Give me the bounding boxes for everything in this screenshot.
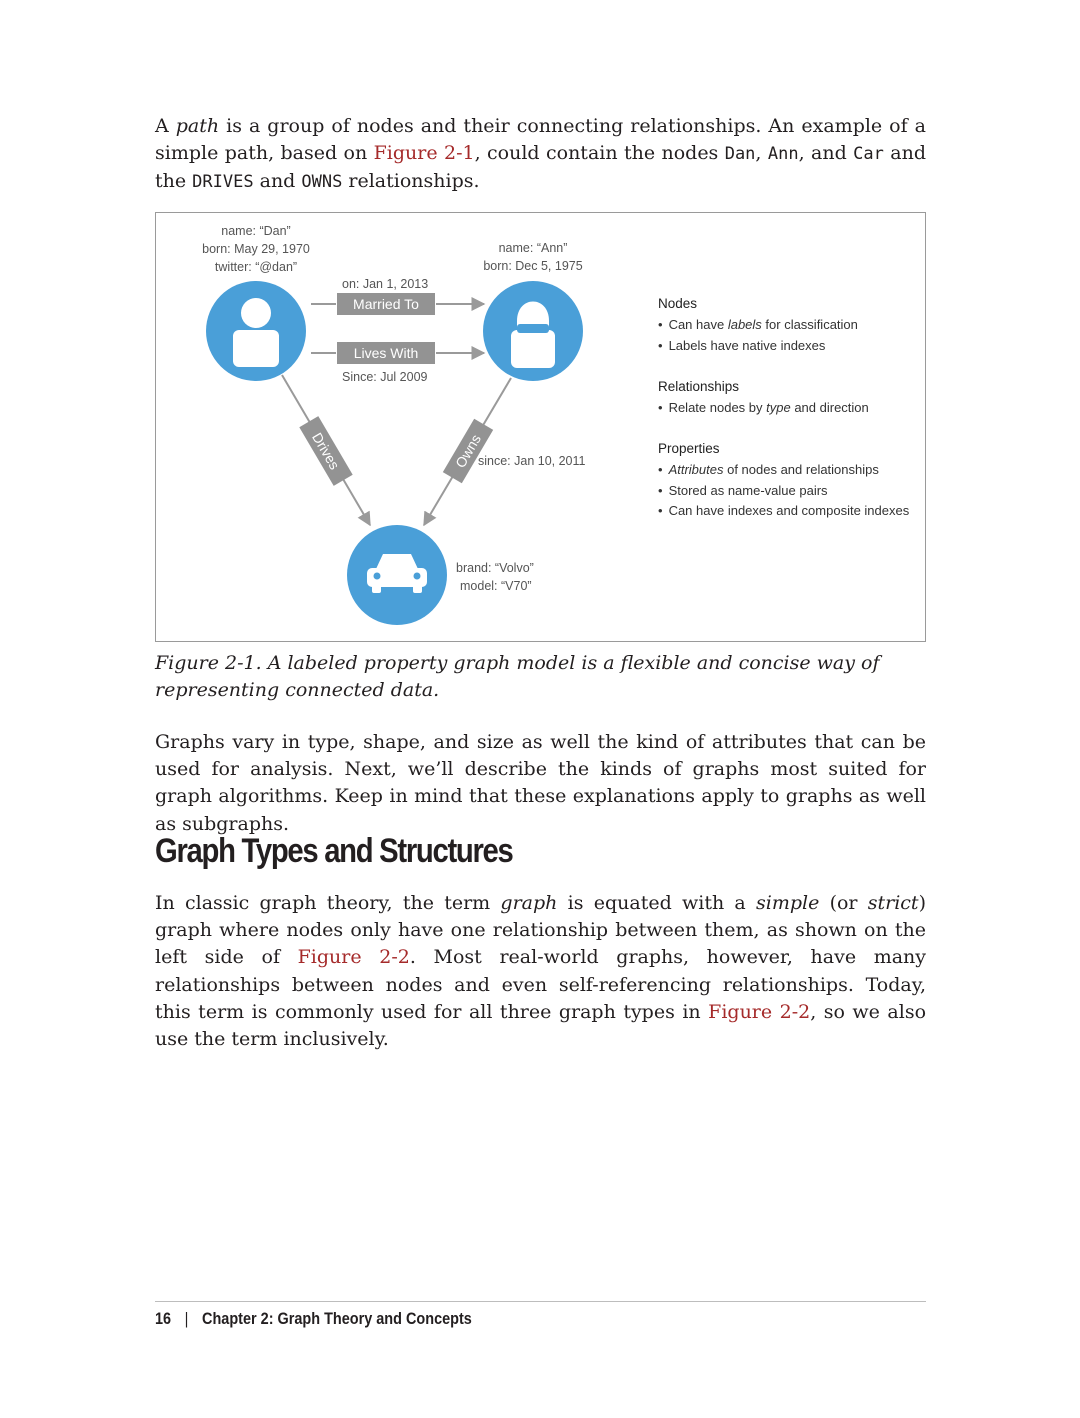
simple-term: simple [756, 892, 820, 914]
path-term: path [175, 115, 220, 137]
drives-relationship [299, 416, 352, 486]
car-brand: brand: “Volvo” [456, 561, 534, 575]
legend-nodes-item-2: • Labels have native indexes [658, 338, 826, 353]
legend-properties-item-2: • Stored as name-value pairs [658, 483, 828, 498]
section-heading: Graph Types and Structures [155, 832, 513, 870]
paragraph-graph-types-intro: Graphs vary in type, shape, and size as well the kind of attributes that can be used for analysis. Next, we’ll describe the kinds of graphs most suited for graph algorithms. Keep in mind that these explanations apply to graphs as well as subgraphs. [155, 731, 926, 835]
ann-born: born: Dec 5, 1975 [483, 259, 583, 273]
drives-label: Drives [309, 429, 343, 473]
figure-2-1-link[interactable]: Figure 2-1 [373, 142, 475, 165]
dan-twitter: twitter: “@dan” [214, 260, 298, 274]
legend-relationships-item-1: • Relate nodes by type and direction [658, 400, 869, 415]
legend-properties-title: Properties [658, 441, 720, 456]
ann-name: name: “Ann” [498, 241, 568, 255]
legend-properties-item-3: • Can have indexes and composite indexes [658, 503, 910, 518]
owns-relationship [443, 419, 493, 484]
legend [658, 296, 910, 518]
lives-with-label: Lives With [353, 345, 419, 361]
married-on: on: Jan 1, 2013 [342, 277, 429, 291]
owns-label: Owns [452, 431, 484, 471]
paragraph-classic-graph-theory: In classic graph theory, the term graph is equated with a simple (or strict) graph where nodes only have one relationship between them, as shown on the left side of Figure 2-2. Most real-world graphs, however, have many relationships between nodes and even self-referencing relationships. Today, this term is commonly used for all three graph types in Figure 2-2, so we also use the term inclusively. [155, 892, 927, 1051]
code-owns: OWNS [301, 172, 343, 193]
dan-born: born: May 29, 1970 [202, 242, 310, 256]
figure-2-2-link[interactable]: Figure 2-2 [708, 1000, 811, 1023]
footer-separator: | [184, 1309, 189, 1328]
legend-relationships-title: Relationships [658, 379, 740, 394]
legend-nodes-item-1: • Can have labels for classification [658, 317, 858, 332]
figure-caption: Figure 2-1. A labeled property graph model is a flexible and concise way of representing connected data. [155, 652, 880, 701]
code-ann: Ann [767, 144, 799, 165]
footer-divider [155, 1301, 926, 1302]
code-dan: Dan [724, 144, 756, 165]
dan-name: name: “Dan” [221, 224, 291, 238]
page-footer [155, 1309, 472, 1329]
owns-since: since: Jan 10, 2011 [478, 454, 586, 468]
chapter-title: Chapter 2: Graph Theory and Concepts [202, 1309, 472, 1328]
married-to-label: Married To [353, 296, 419, 312]
figure-2-1 [155, 212, 926, 642]
intro-paragraph: A path is a group of nodes and their connecting relationships. An example of a simple path, based on Figure 2-1, could contain the nodes Dan, Ann, and Car and the DRIVES and OWNS relationships. [155, 115, 926, 193]
strict-term: strict [867, 892, 919, 914]
legend-properties-item-1: • Attributes of nodes and relationships [658, 462, 879, 477]
legend-nodes-title: Nodes [658, 296, 698, 311]
page-number: 16 [155, 1309, 172, 1328]
figure-2-2-link[interactable]: Figure 2-2 [297, 946, 410, 969]
car-model: model: “V70” [460, 579, 532, 593]
lives-since: Since: Jul 2009 [342, 370, 428, 384]
graph-term: graph [500, 892, 558, 914]
code-drives: DRIVES [192, 172, 254, 193]
property-graph-diagram [156, 213, 927, 643]
code-car: Car [853, 144, 884, 165]
